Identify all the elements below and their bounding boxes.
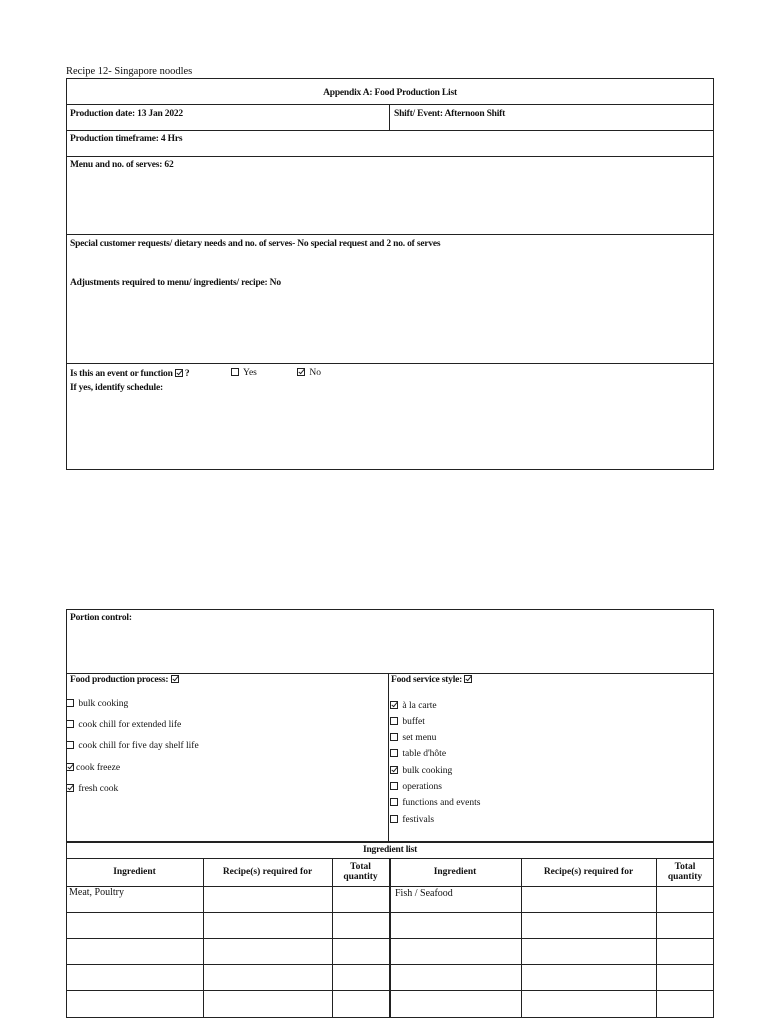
service-option[interactable]	[390, 782, 442, 792]
production-process-label	[70, 675, 181, 685]
process-option[interactable]	[66, 741, 199, 751]
checkbox-icon[interactable]	[390, 701, 398, 709]
service-option-label: functions and events	[402, 798, 481, 808]
col-header-total-line1: Total	[674, 862, 696, 872]
event-question-mark: ?	[184, 369, 190, 379]
ingredient-cell-left: Meat, Poultry	[69, 887, 124, 898]
col-header-recipe: Recipe(s) required for	[222, 867, 313, 877]
checkbox-icon[interactable]	[297, 368, 305, 376]
option-yes-label: Yes	[243, 368, 257, 378]
production-process-text: Food production process:	[70, 675, 169, 685]
process-option[interactable]	[66, 720, 181, 730]
option-no[interactable]	[297, 368, 321, 378]
process-option-label: fresh cook	[78, 784, 119, 794]
checkbox-icon[interactable]	[66, 763, 74, 771]
checkbox-icon[interactable]	[390, 782, 398, 790]
service-option[interactable]	[390, 766, 452, 776]
checkbox-icon[interactable]	[171, 675, 179, 683]
process-option[interactable]	[66, 763, 120, 773]
col-header-total-line2: quantity	[667, 872, 703, 882]
process-option[interactable]	[66, 699, 128, 709]
process-option-label: cook freeze	[76, 763, 121, 773]
checkbox-icon[interactable]	[390, 733, 398, 741]
col-header-total	[332, 862, 389, 882]
service-option-label: table d'hôte	[402, 749, 447, 759]
checkbox-icon[interactable]	[390, 717, 398, 725]
ingredient-list-title: Ingredient list	[362, 845, 418, 855]
service-option-label: set menu	[402, 733, 437, 743]
col-header-ingredient: Ingredient	[433, 867, 477, 877]
service-option[interactable]	[390, 798, 480, 808]
checkbox-icon[interactable]	[66, 741, 74, 749]
document-caption: Recipe 12- Singapore noodles	[66, 66, 193, 77]
service-option-label: festivals	[402, 815, 435, 825]
service-option-label: bulk cooking	[402, 766, 453, 776]
schedule-label: If yes, identify schedule:	[70, 383, 163, 393]
process-option-label: bulk cooking	[78, 699, 129, 709]
checkbox-icon[interactable]	[390, 766, 398, 774]
checkbox-icon[interactable]	[464, 675, 472, 683]
col-header-recipe: Recipe(s) required for	[543, 867, 634, 877]
service-style-label	[391, 675, 474, 685]
col-header-total	[656, 862, 714, 882]
checkbox-icon[interactable]	[66, 784, 74, 792]
checkbox-icon[interactable]	[66, 699, 74, 707]
process-option[interactable]	[66, 784, 118, 794]
adjustments: Adjustments required to menu/ ingredients/ recipe: No	[70, 278, 281, 288]
option-yes[interactable]	[231, 368, 257, 378]
service-option[interactable]	[390, 717, 425, 727]
col-header-ingredient: Ingredient	[113, 867, 156, 877]
production-date: Production date: 13 Jan 2022	[70, 109, 183, 119]
service-option[interactable]	[390, 701, 437, 711]
service-style-text: Food service style:	[391, 675, 463, 685]
checkbox-icon[interactable]	[175, 369, 183, 377]
service-option-label: à la carte	[402, 701, 437, 711]
option-no-label: No	[309, 368, 321, 378]
col-header-total-line1: Total	[350, 862, 371, 872]
menu-serves: Menu and no. of serves: 62	[70, 160, 174, 170]
production-timeframe: Production timeframe: 4 Hrs	[70, 134, 183, 144]
shift-event: Shift/ Event: Afternoon Shift	[394, 109, 506, 119]
checkbox-icon[interactable]	[390, 798, 398, 806]
portion-control-label: Portion control:	[70, 613, 132, 623]
service-option[interactable]	[390, 749, 446, 759]
col-header-total-line2: quantity	[343, 872, 378, 882]
service-option-label: buffet	[402, 717, 425, 727]
checkbox-icon[interactable]	[66, 720, 74, 728]
service-option-label: operations	[402, 782, 442, 792]
event-question	[70, 369, 189, 379]
checkbox-icon[interactable]	[390, 815, 398, 823]
process-option-label: cook chill for five day shelf life	[78, 741, 199, 751]
service-option[interactable]	[390, 815, 434, 825]
appendix-title: Appendix A: Food Production List	[323, 88, 457, 98]
ingredient-cell-right: Fish / Seafood	[395, 888, 453, 899]
checkbox-icon[interactable]	[231, 368, 239, 376]
special-requests: Special customer requests/ dietary needs and no. of serves- No special request and 2 no. of serves	[70, 239, 441, 249]
checkbox-icon[interactable]	[390, 749, 398, 757]
service-option[interactable]	[390, 733, 436, 743]
event-question-text: Is this an event or function	[70, 369, 173, 379]
process-option-label: cook chill for extended life	[78, 720, 182, 730]
